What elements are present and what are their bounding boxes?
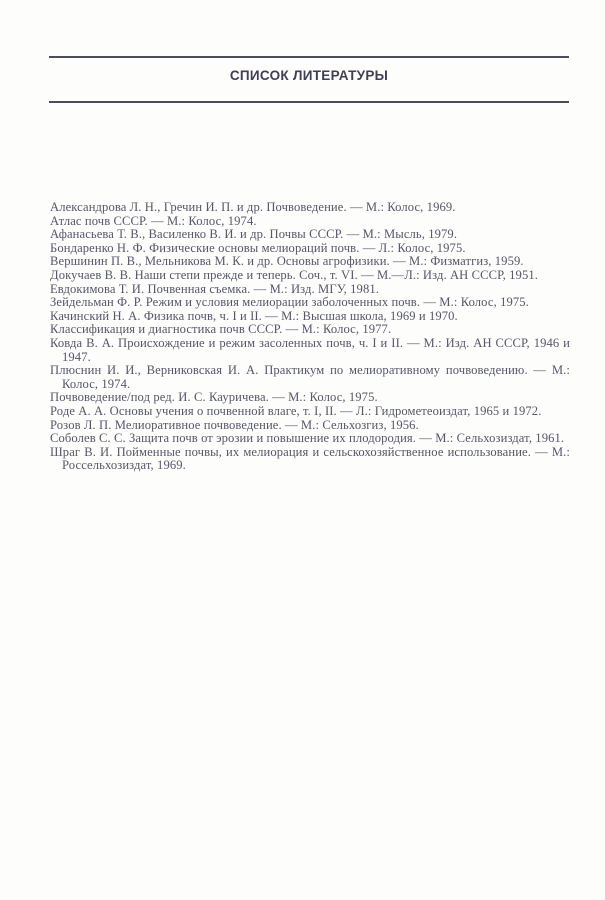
top-rule [49, 56, 569, 58]
reference-item: Зейдельман Ф. Р. Режим и условия мелиорации заболоченных почв. — М.: Колос, 1975. [50, 295, 529, 310]
reference-item: Бондаренко Н. Ф. Физические основы мелиораций почв. — Л.: Колос, 1975. [50, 240, 466, 255]
reference-list [50, 201, 570, 473]
reference-item: Качинский Н. А. Физика почв, ч. I и II. — М.: Высшая школа, 1969 и 1970. [50, 308, 458, 323]
reference-item: Шраг В. И. Пойменные почвы, их мелиорация и сельскохозяйственное использование. — М.: Россельхозиздат, 1969. [50, 444, 570, 473]
reference-item: Розов Л. П. Мелиоративное почвоведение. — М.: Сельхозгиз, 1956. [50, 417, 419, 432]
reference-item: Александрова Л. Н., Гречин И. П. и др. Почвоведение. — М.: Колос, 1969. [50, 200, 456, 214]
reference-item: Роде А. А. Основы учения о почвенной влаге, т. I, II. — Л.: Гидрометеоиздат, 1965 и 1972. [50, 403, 542, 418]
reference-item: Вершинин П. В., Мельникова М. К. и др. Основы агрофизики. — М.: Физматгиз, 1959. [50, 254, 524, 269]
reference-item: Соболев С. С. Защита почв от эрозии и повышение их плодородия. — М.: Сельхозиздат, 1961. [50, 431, 565, 446]
bottom-rule [49, 101, 569, 103]
reference-item: Ковда В. А. Происхождение и режим засоленных почв, ч. I и II. — М.: Изд. АН СССР, 1946 и 1947. [50, 335, 570, 364]
reference-item: Евдокимова Т. И. Почвенная съемка. — М.: Изд. МГУ, 1981. [50, 281, 379, 296]
reference-item: Классификация и диагностика почв СССР. — М.: Колос, 1977. [50, 322, 392, 337]
page-title: СПИСОК ЛИТЕРАТУРЫ [229, 68, 389, 83]
reference-item: Плюснин И. И., Верниковская И. А. Практикум по мелиоративному почвоведению. — М.: Колос, 1974. [50, 363, 570, 391]
reference-item: Почвоведение/под ред. И. С. Кауричева. — М.: Колос, 1975. [50, 390, 378, 405]
reference-item: Атлас почв СССР. — М.: Колос, 1974. [50, 213, 257, 228]
reference-item: Афанасьева Т. В., Василенко В. И. и др. Почвы СССР. — М.: Мысль, 1979. [50, 227, 458, 242]
reference-item: Докучаев В. В. Наши степи прежде и теперь. Соч., т. VI. — М.—Л.: Изд. АН СССР, 1951. [50, 267, 538, 282]
